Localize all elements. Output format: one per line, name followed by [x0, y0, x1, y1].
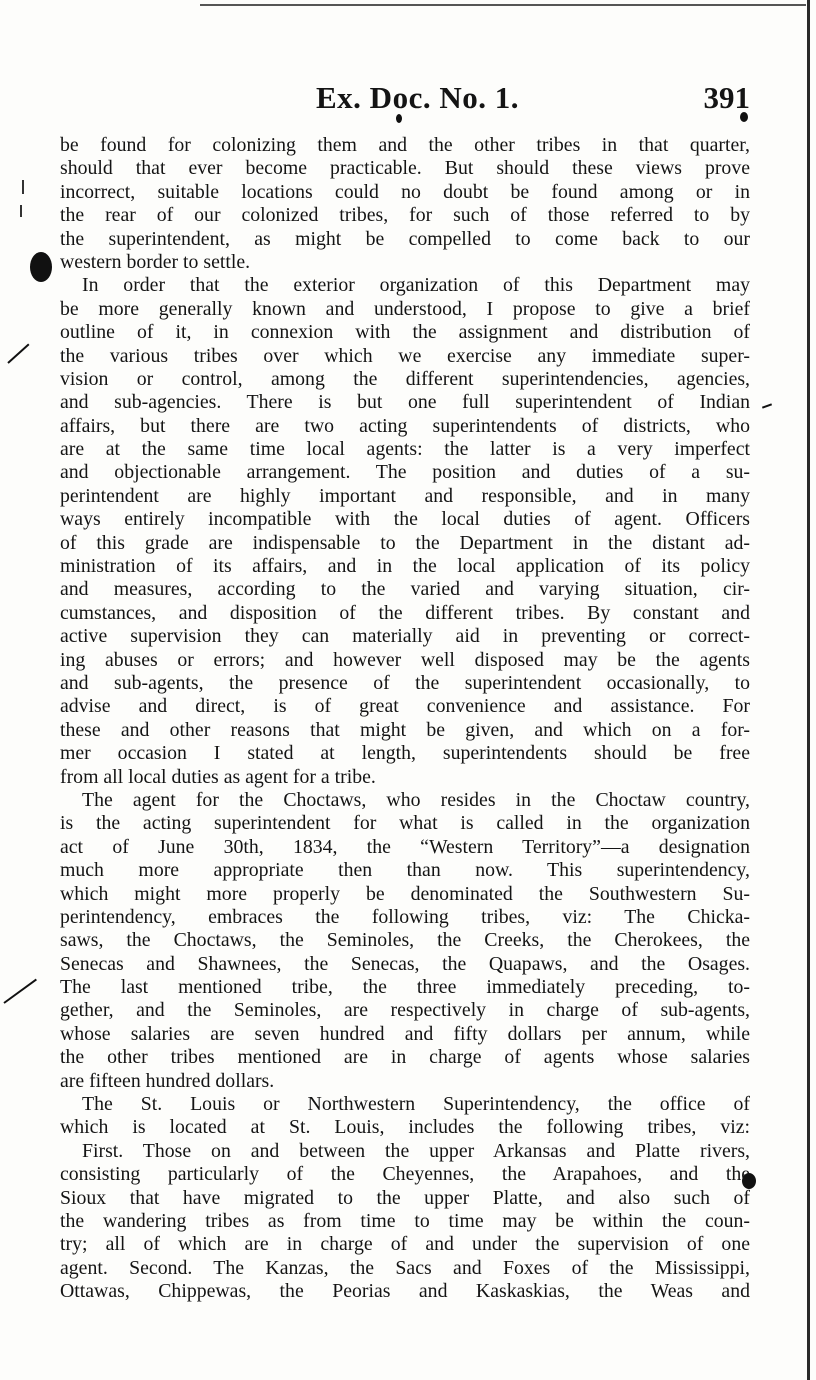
- text-line: active supervision they can materially aid in preventing or correct-: [60, 625, 750, 648]
- text-line: the wandering tribes as from time to time may be within the coun-: [60, 1209, 750, 1232]
- text-line: should that ever become practicable. But should these views prove: [60, 157, 750, 180]
- text-line: gether, and the Seminoles, are respectively in charge of sub-agents,: [60, 999, 750, 1022]
- text-line: is the acting superintendent for what is called in the organization: [60, 812, 750, 835]
- text-line: and sub-agencies. There is but one full superintendent of Indian: [60, 391, 750, 414]
- text-line: be found for colonizing them and the other tribes in that quarter,: [60, 134, 750, 156]
- text-line: advise and direct, is of great convenience and assistance. For: [60, 695, 750, 718]
- margin-stroke: [762, 403, 772, 408]
- text-line: of this grade are indispensable to the Department in the distant ad-: [60, 531, 750, 554]
- text-line: Senecas and Shawnees, the Senecas, the Quapaws, and the Osages.: [60, 952, 750, 975]
- text-line: western border to settle.: [60, 250, 251, 273]
- margin-stroke: [7, 344, 29, 364]
- text-line: much more appropriate then than now. This superintendency,: [60, 859, 750, 882]
- page-top-edge: [200, 4, 806, 6]
- text-line: saws, the Choctaws, the Seminoles, the Creeks, the Cherokees, the: [60, 929, 750, 952]
- paragraph-start-line: In order that the exterior organization of this Department may: [82, 274, 750, 297]
- text-line: ways entirely incompatible with the local duties of agent. Officers: [60, 508, 750, 531]
- text-line: consisting particularly of the Cheyennes, the Arapahoes, and the: [60, 1163, 750, 1186]
- text-line: from all local duties as agent for a tribe.: [60, 765, 376, 788]
- margin-stroke: [3, 979, 37, 1004]
- text-line: which might more properly be denominated the Southwestern Su-: [60, 882, 750, 905]
- text-line: affairs, but there are two acting superintendents of districts, who: [60, 414, 750, 437]
- text-line: ministration of its affairs, and in the local application of its policy: [60, 555, 750, 578]
- page-number: 391: [703, 80, 750, 115]
- text-line: are fifteen hundred dollars.: [60, 1069, 275, 1092]
- text-line: outline of it, in connexion with the assignment and distribution of: [60, 321, 750, 344]
- text-line: perintendency, embraces the following tribes, viz: The Chicka-: [60, 905, 750, 928]
- text-line: Sioux that have migrated to the upper Platte, and also such of: [60, 1186, 750, 1209]
- body-text: [60, 134, 750, 1304]
- text-line: and measures, according to the varied and varying situation, cir-: [60, 578, 750, 601]
- text-line: cumstances, and disposition of the different tribes. By constant and: [60, 601, 750, 624]
- text-line: incorrect, suitable locations could no doubt be found among or in: [60, 180, 750, 203]
- paragraph-start-line: The St. Louis or Northwestern Superintendency, the office of: [82, 1093, 750, 1116]
- margin-tick: [22, 180, 24, 194]
- text-line: ing abuses or errors; and however well disposed may be the agents: [60, 648, 750, 671]
- running-header: [60, 80, 750, 126]
- running-title: Ex. Doc. No. 1.: [316, 80, 519, 115]
- text-line: mer occasion I stated at length, superintendents should be free: [60, 742, 750, 765]
- text-line: and sub-agents, the presence of the superintendent occasionally, to: [60, 671, 750, 694]
- text-line: whose salaries are seven hundred and fifty dollars per annum, while: [60, 1022, 750, 1045]
- page-right-edge: [807, 0, 810, 1380]
- text-line: these and other reasons that might be given, and which on a for-: [60, 718, 750, 741]
- text-line: the various tribes over which we exercise any immediate super-: [60, 344, 750, 367]
- text-line: Ottawas, Chippewas, the Peorias and Kaskaskias, the Weas and: [60, 1280, 750, 1303]
- text-line: be more generally known and understood, I propose to give a brief: [60, 297, 750, 320]
- text-line: the other tribes mentioned are in charge of agents whose salaries: [60, 1046, 750, 1069]
- text-line: try; all of which are in charge of and under the supervision of one: [60, 1233, 750, 1256]
- margin-tick: [20, 205, 22, 217]
- text-line: the rear of our colonized tribes, for such of those referred to by: [60, 204, 750, 227]
- text-line: vision or control, among the different superintendencies, agencies,: [60, 367, 750, 390]
- text-line: The last mentioned tribe, the three immediately preceding, to-: [60, 976, 750, 999]
- paragraph-start-line: The agent for the Choctaws, who resides in the Choctaw country,: [82, 788, 750, 811]
- text-line: and objectionable arrangement. The position and duties of a su-: [60, 461, 750, 484]
- text-line: are at the same time local agents: the latter is a very imperfect: [60, 438, 750, 461]
- text-line: perintendent are highly important and responsible, and in many: [60, 484, 750, 507]
- text-line: act of June 30th, 1834, the “Western Territory”—a designation: [60, 835, 750, 858]
- paragraph-start-line: First. Those on and between the upper Arkansas and Platte rivers,: [82, 1139, 750, 1162]
- text-line: the superintendent, as might be compelled to come back to our: [60, 227, 750, 250]
- text-line: agent. Second. The Kanzas, the Sacs and Foxes of the Mississippi,: [60, 1256, 750, 1279]
- text-line: which is located at St. Louis, includes the following tribes, viz:: [60, 1116, 750, 1139]
- ink-blot: [30, 252, 52, 282]
